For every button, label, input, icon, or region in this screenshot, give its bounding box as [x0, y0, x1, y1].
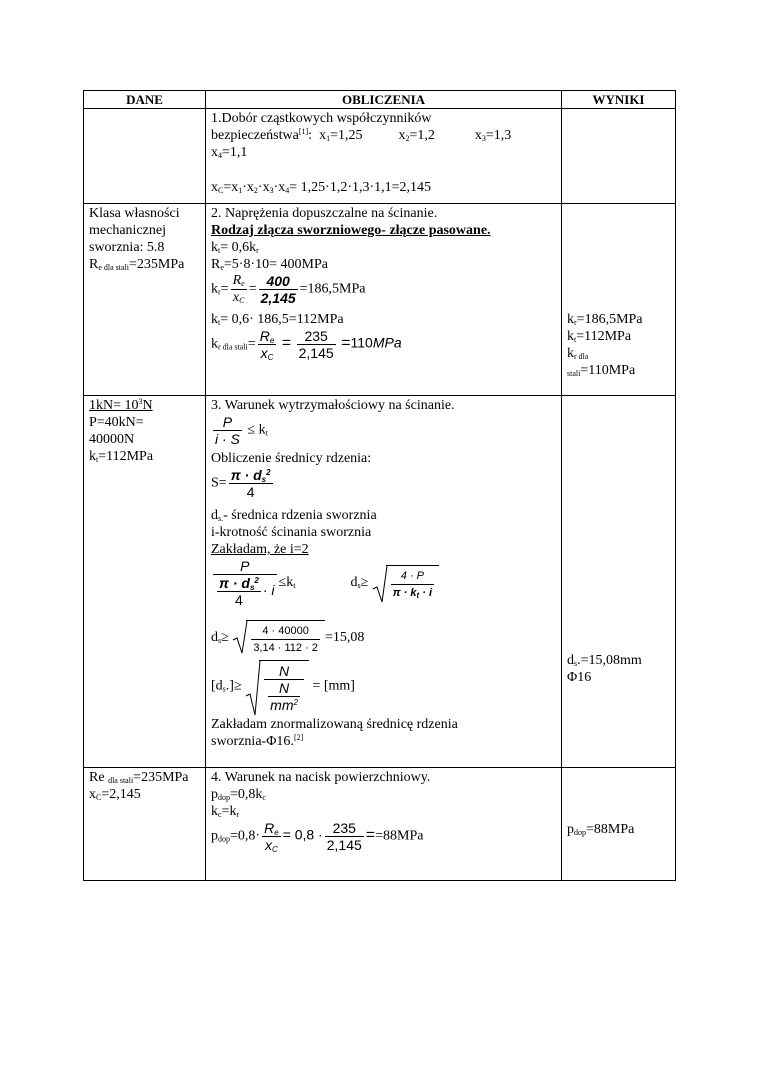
header-obliczenia: OBLICZENIA — [206, 91, 562, 109]
row3-i-desc: i-krotność ścinania sworznia — [211, 525, 372, 540]
row2-wyn-3b: $_{stali}$=110MPa — [567, 363, 636, 378]
row4-obliczenia — [206, 768, 562, 881]
fraction-p-is: $\frac{P}{i \cdot S}$ — [215, 414, 240, 447]
row1-dane — [84, 109, 206, 204]
row4-dane-1: Re $_{dla stali}$=235MPa — [89, 770, 189, 785]
row2-subtitle: Rodzaj złącza sworzniowego- złącze pasowane. — [211, 223, 491, 238]
row2-dane-3: sworznia: 5.8 — [89, 240, 165, 255]
fraction-re-xc: $\frac{R_e}{x_C}$ — [232, 273, 245, 305]
table-row — [84, 396, 676, 768]
row2-krs-formula: $k_{r dla stali}=$ $\frac{R_e}{x_C}$ = $\frac{235}{2,145}$ =110MPa — [211, 328, 402, 362]
sqrt-ds: $\frac{4 \cdot P}{\pi \cdot k_t \cdot i}$ — [372, 565, 439, 601]
row1-x2: $x_2=1,2$ — [398, 128, 435, 143]
row4-p-formula: $p_{dop}=0,8\cdot$ $\frac{R_e}{x_C}$ = 0,8 · $\frac{235}{2,145}$ ==88MPa — [211, 820, 424, 854]
table-header-row — [84, 91, 676, 109]
row1-title-a: 1.Dobór cząstkowych współczynników — [211, 111, 432, 126]
row3-srednica: Obliczenie średnicy rdzenia: — [211, 451, 372, 466]
row1-x1: $x_1=1,25$ — [319, 128, 363, 143]
row4-dane-2: $x_C=2,145$ — [89, 787, 141, 802]
row2-wyn-1: $k_r=186,5MPa$ — [567, 312, 643, 327]
row3-final-b: sworznia-Φ16.[2] — [211, 733, 304, 749]
fraction-re-xc-2: $\frac{R_e}{x_C}$ — [259, 328, 275, 362]
row3-dane-1: $1kN= 10^3N$ — [89, 397, 153, 413]
row4-wyn: $p_{dop}=88MPa$ — [567, 822, 635, 837]
header-dane: DANE — [84, 91, 206, 109]
row3-dane-2: P=40kN= — [89, 415, 144, 430]
row3-final-a: Zakładam znormalizowaną średnicę rdzenia — [211, 717, 458, 732]
row4-title: 4. Warunek na nacisk powierzchniowy. — [211, 770, 431, 785]
sqrt-ds-value: $\frac{4 \cdot 40000}{3,14 \cdot 112 \cdot 2}$ — [232, 620, 325, 656]
row3-condition: $\frac{P}{i \cdot S}$ ≤ $k_t$ — [215, 414, 268, 447]
row2-wyn-2: $k_t=112MPa$ — [567, 329, 632, 344]
calculation-table — [83, 90, 676, 881]
row2-re: $R_e=5\cdot 8\cdot 10= 400MPa$ — [211, 257, 328, 272]
table-row — [84, 768, 676, 881]
row1-title-b: bezpieczeństwa — [211, 128, 299, 143]
row1-coefficients: bezpieczeństwa[1]: $x_1=1,25$ $x_2=1,2$ $x_3=1,3$ — [211, 127, 512, 143]
row3-ineq: P $\frac{\pi \cdot d_s^2}{4}$ · i $\le k_t$ $d_s\ge$ $\frac{4 \cdot P}{\pi \cdot k_t \cdot i}$ — [211, 558, 556, 620]
fraction-area: $\frac{\pi \cdot d_s^2}{4}$ — [230, 467, 271, 500]
fraction-p-area: P $\frac{\pi \cdot d_s^2}{4}$ · i — [213, 558, 277, 608]
fraction-inner: $\frac{\pi \cdot d_s^2}{4}$ — [219, 575, 259, 608]
fraction-re-xc-3: $\frac{R_e}{x_C}$ — [264, 820, 279, 854]
row2-obliczenia — [206, 204, 562, 396]
row2-wyn-3: $k_{r dla}$ — [567, 346, 589, 361]
row3-obliczenia — [206, 396, 562, 768]
row2-dane-4: $R_{e dla stali}=235MPa$ — [89, 257, 185, 272]
row1-wyniki — [562, 109, 676, 204]
row1-obliczenia — [206, 109, 562, 204]
row2-wyniki — [562, 204, 676, 396]
row1-x3: $x_3=1,3$ — [474, 128, 512, 143]
fraction-235-2: $\frac{235}{2,145}$ — [326, 820, 362, 853]
row4-wyniki — [562, 768, 676, 881]
row3-area-formula: S= $\frac{\pi \cdot d_s^2}{4}$ — [211, 467, 271, 500]
row2-title: 2. Naprężenia dopuszczalne na ścinanie. — [211, 206, 438, 221]
row3-ds-value: $d_s\ge$ $\frac{4 \cdot 40000}{3,14 \cdot 112 \cdot 2}$ =15,08 — [211, 620, 556, 656]
table-row — [84, 204, 676, 396]
row4-dane — [84, 768, 206, 881]
table-row — [84, 109, 676, 204]
row2-kr-formula: $k_r=$ $\frac{R_e}{x_C}$ = $\frac{400}{2,145}$ =186,5MPa — [211, 273, 366, 306]
row2-kt2: $k_t= 0,6\cdot 186,5=112MPa$ — [211, 312, 344, 327]
row3-ds-desc: $d_{s.}-$ średnica rdzenia sworznia — [211, 508, 377, 523]
row3-wyn-2: Φ16 — [567, 670, 592, 685]
row3-wyniki — [562, 396, 676, 768]
row4-pdop: $p_{dop}=0,8k_c$ — [211, 787, 266, 802]
sqrt-unit: $\frac{N}{\frac{N}{mm^2}}$ — [245, 660, 309, 713]
row1-xc: $x_C=x_1\cdot x_2\cdot x_3\cdot x_4= 1,25\cdot 1,2\cdot 1,3\cdot 1,1=2,145$ — [211, 180, 432, 195]
row2-dane-2: mechanicznej — [89, 223, 166, 238]
row2-kt: $k_t= 0,6k_r$ — [211, 240, 259, 255]
row3-unit-check: $[d_s.]\ge$ $\frac{N}{\frac{N}{mm^2}}$ = [mm] — [211, 660, 556, 716]
row3-dane — [84, 396, 206, 768]
row3-title: 3. Warunek wytrzymałościowy na ścinanie. — [211, 398, 455, 413]
header-wyniki: WYNIKI — [562, 91, 676, 109]
row1-x4: $x_4=1,1$ — [211, 145, 248, 160]
fraction-400: $\frac{400}{2,145}$ — [260, 273, 296, 306]
row2-dane-1: Klasa własności — [89, 206, 180, 221]
row4-kc: $k_c=k_r$ — [211, 804, 240, 819]
row3-dane-4: $k_t=112MPa$ — [89, 449, 154, 464]
row3-zakladam: Zakładam, że i=2 — [211, 542, 309, 557]
row3-dane-3: 40000N — [89, 432, 135, 447]
row2-dane — [84, 204, 206, 396]
row3-wyn-1: $d_s.=15,08mm$ — [567, 653, 642, 668]
fraction-235: $\frac{235}{2,145}$ — [298, 328, 334, 361]
row1-ref: [1] — [298, 127, 309, 136]
